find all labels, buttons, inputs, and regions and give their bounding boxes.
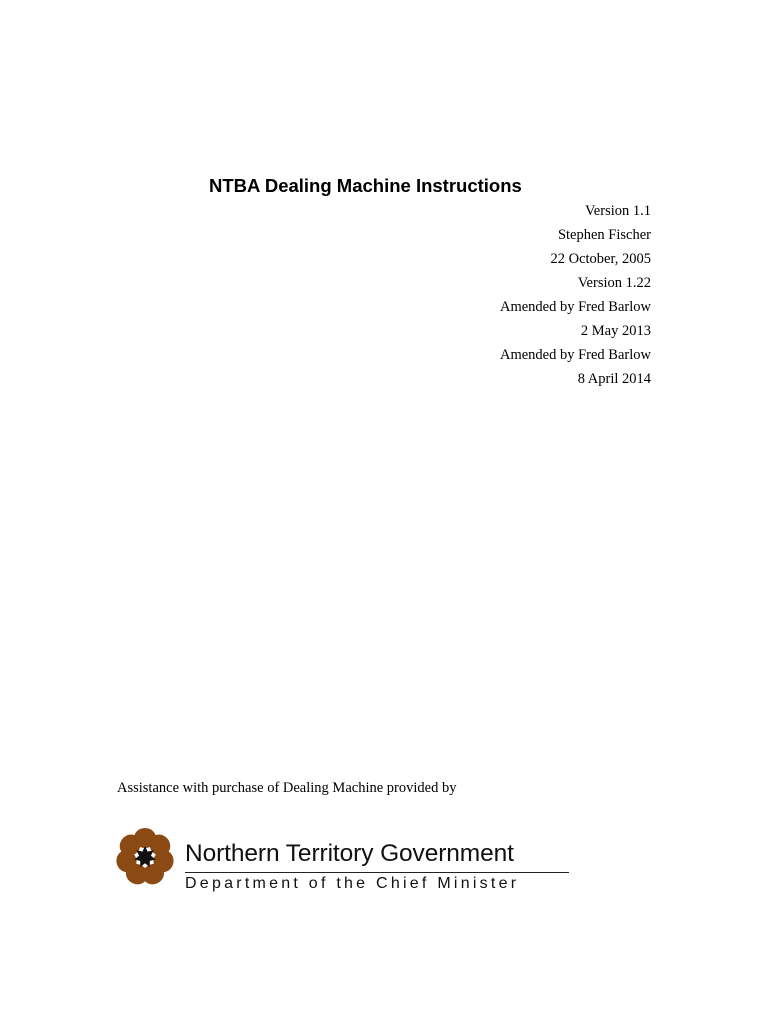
department-name: Department of the Chief Minister bbox=[185, 875, 520, 892]
version-line: Version 1.22 bbox=[577, 275, 651, 291]
amended-by-line: Amended by Fred Barlow bbox=[499, 299, 651, 315]
date-line: 22 October, 2005 bbox=[550, 251, 651, 267]
date-line: 8 April 2014 bbox=[577, 371, 651, 387]
assistance-note: Assistance with purchase of Dealing Machine provided by bbox=[117, 780, 457, 796]
date-line: 2 May 2013 bbox=[580, 323, 651, 339]
logo-divider bbox=[185, 872, 569, 873]
document-title: NTBA Dealing Machine Instructions bbox=[209, 175, 522, 196]
author-line: Stephen Fischer bbox=[557, 227, 651, 243]
amended-by-line: Amended by Fred Barlow bbox=[499, 347, 651, 363]
nt-government-logo bbox=[113, 826, 573, 892]
nt-government-emblem-icon bbox=[113, 826, 177, 888]
version-line: Version 1.1 bbox=[584, 203, 651, 219]
version-info-block bbox=[500, 200, 651, 392]
organization-name: Northern Territory Government bbox=[185, 840, 514, 867]
